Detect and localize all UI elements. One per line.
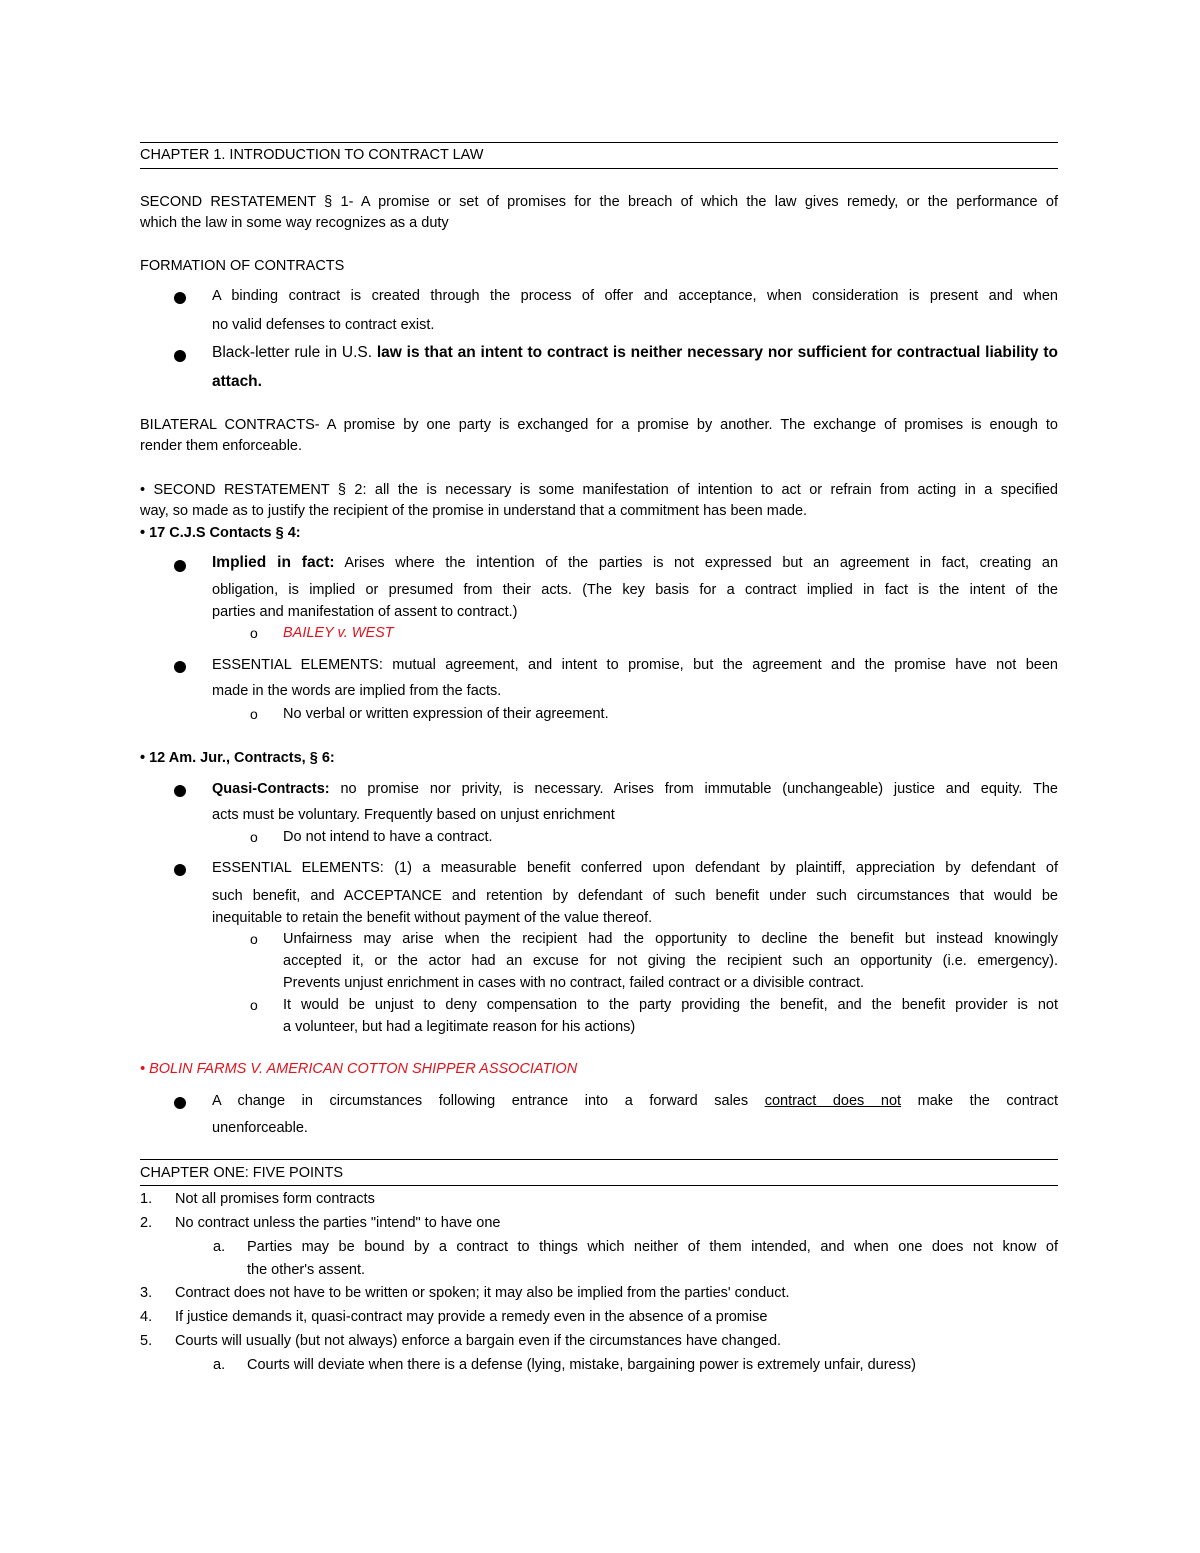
- bullet-icon: [174, 661, 186, 673]
- points-rule-top: [140, 1159, 1058, 1160]
- formation-bullet2-text-a: Black-letter rule in U.S.: [212, 344, 373, 361]
- list-subitem-line1: Parties may be bound by a contract to things which neither of them intended, and when one does not know of: [247, 1239, 1058, 1255]
- cjs-elements-text: mutual agreement, and intent to promise, but the agreement and the promise have not been: [382, 657, 1058, 673]
- case-bolin-farms: • BOLIN FARMS V. AMERICAN COTTON SHIPPER ASSOCIATION: [140, 1061, 578, 1077]
- list-item: Courts will usually (but not always) enforce a bargain even if the circumstances have changed.: [175, 1333, 782, 1349]
- quasi-label: Quasi-Contracts:: [212, 781, 330, 797]
- bolin-bullet-line1: [212, 1091, 1058, 1111]
- formation-bullet1-line2: no valid defenses to contract exist.: [212, 317, 435, 333]
- bullet-icon: [174, 1097, 186, 1109]
- bullet-icon: [174, 350, 186, 362]
- formation-bullet2-line1: [212, 343, 1058, 363]
- restatement2-line2: way, so made as to justify the recipient of the promise in understand that a commitment has been made.: [140, 503, 808, 519]
- bolin-bullet-line2: unenforceable.: [212, 1120, 308, 1136]
- amjur-elements-line3: inequitable to retain the benefit without payment of the value thereof.: [212, 910, 653, 926]
- quasi-line1: [212, 779, 1058, 799]
- restatement1-line1: [140, 192, 1058, 212]
- quasi-line2: acts must be voluntary. Frequently based on unjust enrichment: [212, 807, 615, 823]
- list-subitem: Courts will deviate when there is a defense (lying, mistake, bargaining power is extremely unfair, duress): [247, 1357, 916, 1373]
- list-item: Contract does not have to be written or spoken; it may also be implied from the parties' conduct.: [175, 1285, 790, 1301]
- heading-rule-top: [140, 142, 1058, 143]
- amjur-elements-line2: such benefit, and ACCEPTANCE and retention by defendant of such benefit under such circumstances that would be: [212, 888, 1058, 904]
- bullet-icon: [174, 864, 186, 876]
- amjur-elements-label: ESSENTIAL ELEMENTS:: [212, 860, 384, 876]
- restatement1-label: SECOND RESTATEMENT § 1: [140, 194, 349, 210]
- bullet-icon: [174, 560, 186, 572]
- list-letter: a.: [213, 1357, 226, 1373]
- points-rule-bottom: [140, 1185, 1058, 1186]
- list-number: 1.: [140, 1191, 153, 1207]
- restatement1-text: - A promise or set of promises for the breach of which the law gives remedy, or the performance of: [348, 194, 1058, 210]
- chapter-heading: CHAPTER 1. INTRODUCTION TO CONTRACT LAW: [140, 147, 484, 163]
- implied-line2: obligation, is implied or presumed from their acts. (The key basis for a contract implied in fact is the intent of the: [212, 582, 1058, 598]
- bolin-text-a: A change in circumstances following entrance into a forward sales: [212, 1093, 765, 1109]
- sub-bullet-icon: o: [250, 829, 258, 845]
- cjs-elements-label: ESSENTIAL ELEMENTS:: [212, 657, 383, 673]
- quasi-text: no promise nor privity, is necessary. Arises from immutable (unchangeable) justice and equity. The: [329, 781, 1058, 797]
- list-number: 4.: [140, 1309, 153, 1325]
- cjs-label: • 17 C.J.S Contacts § 4:: [140, 525, 301, 541]
- list-item: If justice demands it, quasi-contract may provide a remedy even in the absence of a promise: [175, 1309, 768, 1325]
- list-number: 3.: [140, 1285, 153, 1301]
- cjs-elements-sub: No verbal or written expression of their agreement.: [283, 706, 609, 722]
- implied-intention: intention: [476, 554, 535, 571]
- list-item: No contract unless the parties "intend" to have one: [175, 1215, 501, 1231]
- formation-heading: FORMATION OF CONTRACTS: [140, 258, 345, 274]
- sub-bullet-icon: o: [250, 706, 258, 722]
- bolin-text-b: make the contract: [901, 1093, 1058, 1109]
- implied-label: Implied in fact:: [212, 554, 335, 571]
- heading-rule-bottom: [140, 168, 1058, 169]
- list-number: 2.: [140, 1215, 153, 1231]
- bilateral-line2: render them enforceable.: [140, 438, 303, 454]
- amjur-sub1-line2: accepted it, or the actor had an excuse for not giving the recipient such an opportunity (i.e. emergency).: [283, 953, 1058, 969]
- amjur-elements-text: (1) a measurable benefit conferred upon defendant by plaintiff, appreciation by defendant of: [383, 860, 1058, 876]
- list-item: Not all promises form contracts: [175, 1191, 375, 1207]
- bullet-icon: [174, 292, 186, 304]
- amjur-elements-line1: [212, 858, 1058, 878]
- restatement1-line2: which the law in some way recognizes as a duty: [140, 215, 449, 231]
- list-letter: a.: [213, 1239, 226, 1255]
- amjur-sub1-line3: Prevents unjust enrichment in cases with no contract, failed contract or a divisible contract.: [283, 975, 865, 991]
- formation-bullet2-text-b: law is that an intent to contract is neither necessary nor sufficient for contractual liability to: [372, 344, 1058, 361]
- restatement2-text: § 2: all the is necessary is some manifestation of intention to act or refrain from acting in a specified: [329, 482, 1058, 498]
- bilateral-line1: [140, 415, 1058, 435]
- case-bailey-v-west: BAILEY v. WEST: [283, 625, 394, 641]
- formation-bullet1-line1: A binding contract is created through the process of offer and acceptance, when consideration is present and when: [212, 288, 1058, 304]
- sub-bullet-icon: o: [250, 625, 258, 641]
- amjur-sub1-line1: Unfairness may arise when the recipient had the opportunity to decline the benefit but instead knowingly: [283, 931, 1058, 947]
- bilateral-text: - A promise by one party is exchanged for a promise by another. The exchange of promises is enough to: [314, 417, 1058, 433]
- amjur-sub2-line2: a volunteer, but had a legitimate reason for his actions): [283, 1019, 636, 1035]
- implied-line3: parties and manifestation of assent to contract.): [212, 604, 518, 620]
- restatement2-line1: [140, 480, 1058, 500]
- bullet-icon: [174, 785, 186, 797]
- implied-text-b: of the parties is not expressed but an agreement in fact, creating an: [534, 555, 1059, 571]
- amjur-label: • 12 Am. Jur., Contracts, § 6:: [140, 750, 335, 766]
- sub-bullet-icon: o: [250, 997, 258, 1013]
- sub-bullet-icon: o: [250, 931, 258, 947]
- quasi-sub: Do not intend to have a contract.: [283, 829, 493, 845]
- points-heading: CHAPTER ONE: FIVE POINTS: [140, 1165, 344, 1181]
- list-subitem-line2: the other's assent.: [247, 1262, 366, 1278]
- implied-line1: [212, 553, 1058, 573]
- cjs-elements-line1: [212, 655, 1058, 675]
- bilateral-label: BILATERAL CONTRACTS: [140, 417, 315, 433]
- bolin-underlined: contract does not: [764, 1093, 902, 1109]
- formation-bullet2-line2: attach.: [212, 373, 262, 390]
- list-number: 5.: [140, 1333, 153, 1349]
- amjur-sub2-line1: It would be unjust to deny compensation to the party providing the benefit, and the benefit provider is not: [283, 997, 1058, 1013]
- restatement2-label: • SECOND RESTATEMENT: [140, 482, 330, 498]
- implied-text-a: Arises where the: [334, 555, 477, 571]
- cjs-elements-line2: made in the words are implied from the facts.: [212, 683, 502, 699]
